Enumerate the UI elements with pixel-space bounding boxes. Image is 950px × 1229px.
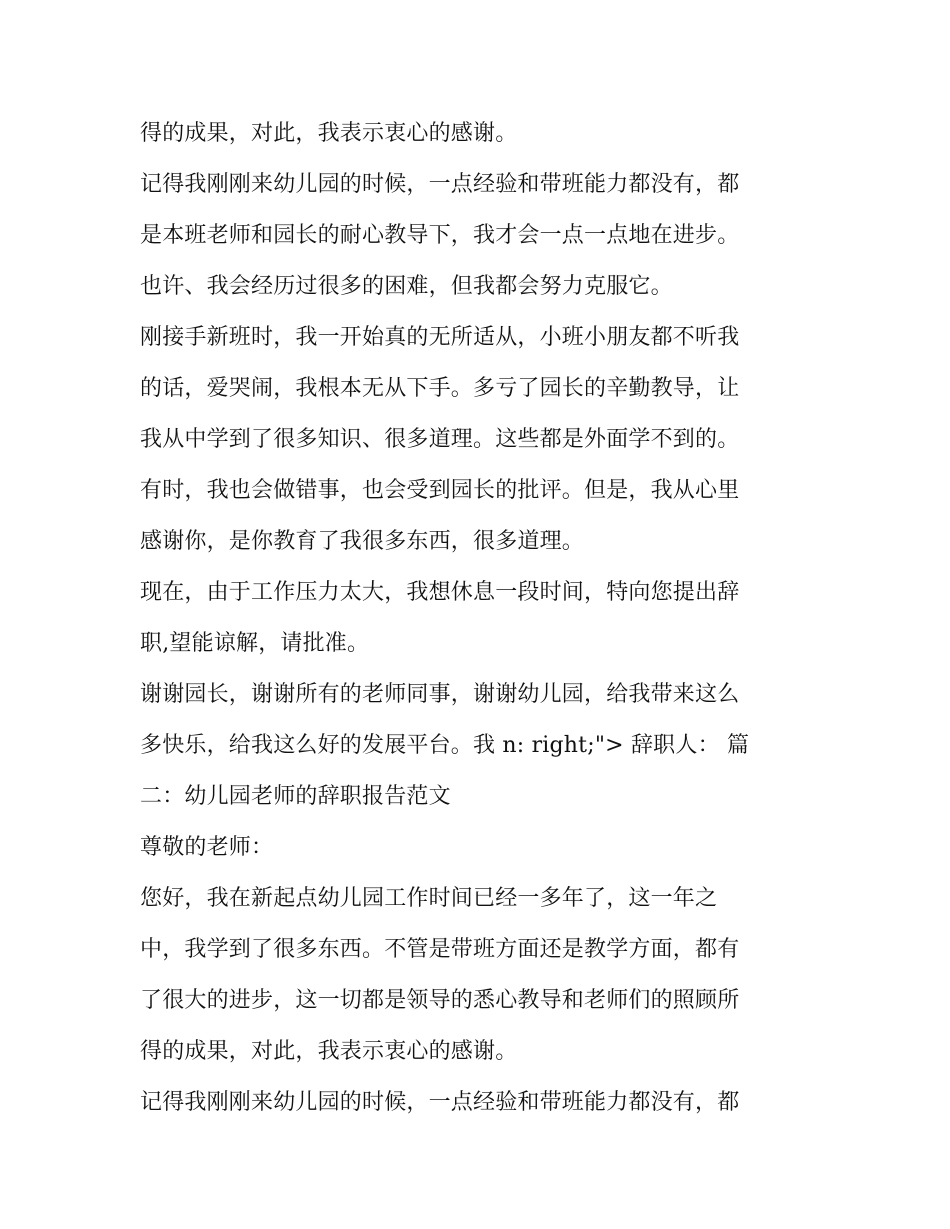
text-line: 职,望能谅解，请批准。 (140, 631, 370, 656)
text-line: 是本班老师和园长的耐心教导下，我才会一点一点地在进步。 (140, 223, 740, 248)
text-line: 记得我刚刚来幼儿园的时候，一点经验和带班能力都没有，都 (140, 1090, 740, 1115)
text-line: 得的成果，对此，我表示衷心的感谢。 (140, 1039, 518, 1064)
text-line: 感谢你，是你教育了我很多东西，很多道理。 (140, 529, 585, 554)
text-line: 多快乐，给我这么好的发展平台。我 n: right;"> 辞职人： 篇 (140, 733, 750, 758)
text-line: 现在，由于工作压力太大，我想休息一段时间，特向您提出辞 (140, 580, 740, 605)
text-line: 中，我学到了很多东西。不管是带班方面还是教学方面，都有 (140, 937, 740, 962)
document-body (140, 108, 820, 1128)
text-line: 刚接手新班时，我一开始真的无所适从，小班小朋友都不听我 (140, 325, 740, 350)
text-line: 二：幼儿园老师的辞职报告范文 (140, 784, 451, 809)
salutation-line: 尊敬的老师： (140, 835, 274, 860)
text-line: 得的成果，对此，我表示衷心的感谢。 (140, 121, 518, 146)
text-line: 有时，我也会做错事，也会受到园长的批评。但是，我从心里 (140, 478, 740, 503)
text-line: 记得我刚刚来幼儿园的时候，一点经验和带班能力都没有，都 (140, 172, 740, 197)
text-line: 我从中学到了很多知识、很多道理。这些都是外面学不到的。 (140, 427, 740, 452)
text-line: 的话，爱哭闹，我根本无从下手。多亏了园长的辛勤教导，让 (140, 376, 740, 401)
text-line: 您好，我在新起点幼儿园工作时间已经一多年了，这一年之 (140, 886, 718, 911)
text-line: 谢谢园长，谢谢所有的老师同事，谢谢幼儿园，给我带来这么 (140, 682, 740, 707)
text-line: 了很大的进步，这一切都是领导的悉心教导和老师们的照顾所 (140, 988, 740, 1013)
text-line: 也许、我会经历过很多的困难，但我都会努力克服它。 (140, 274, 673, 299)
